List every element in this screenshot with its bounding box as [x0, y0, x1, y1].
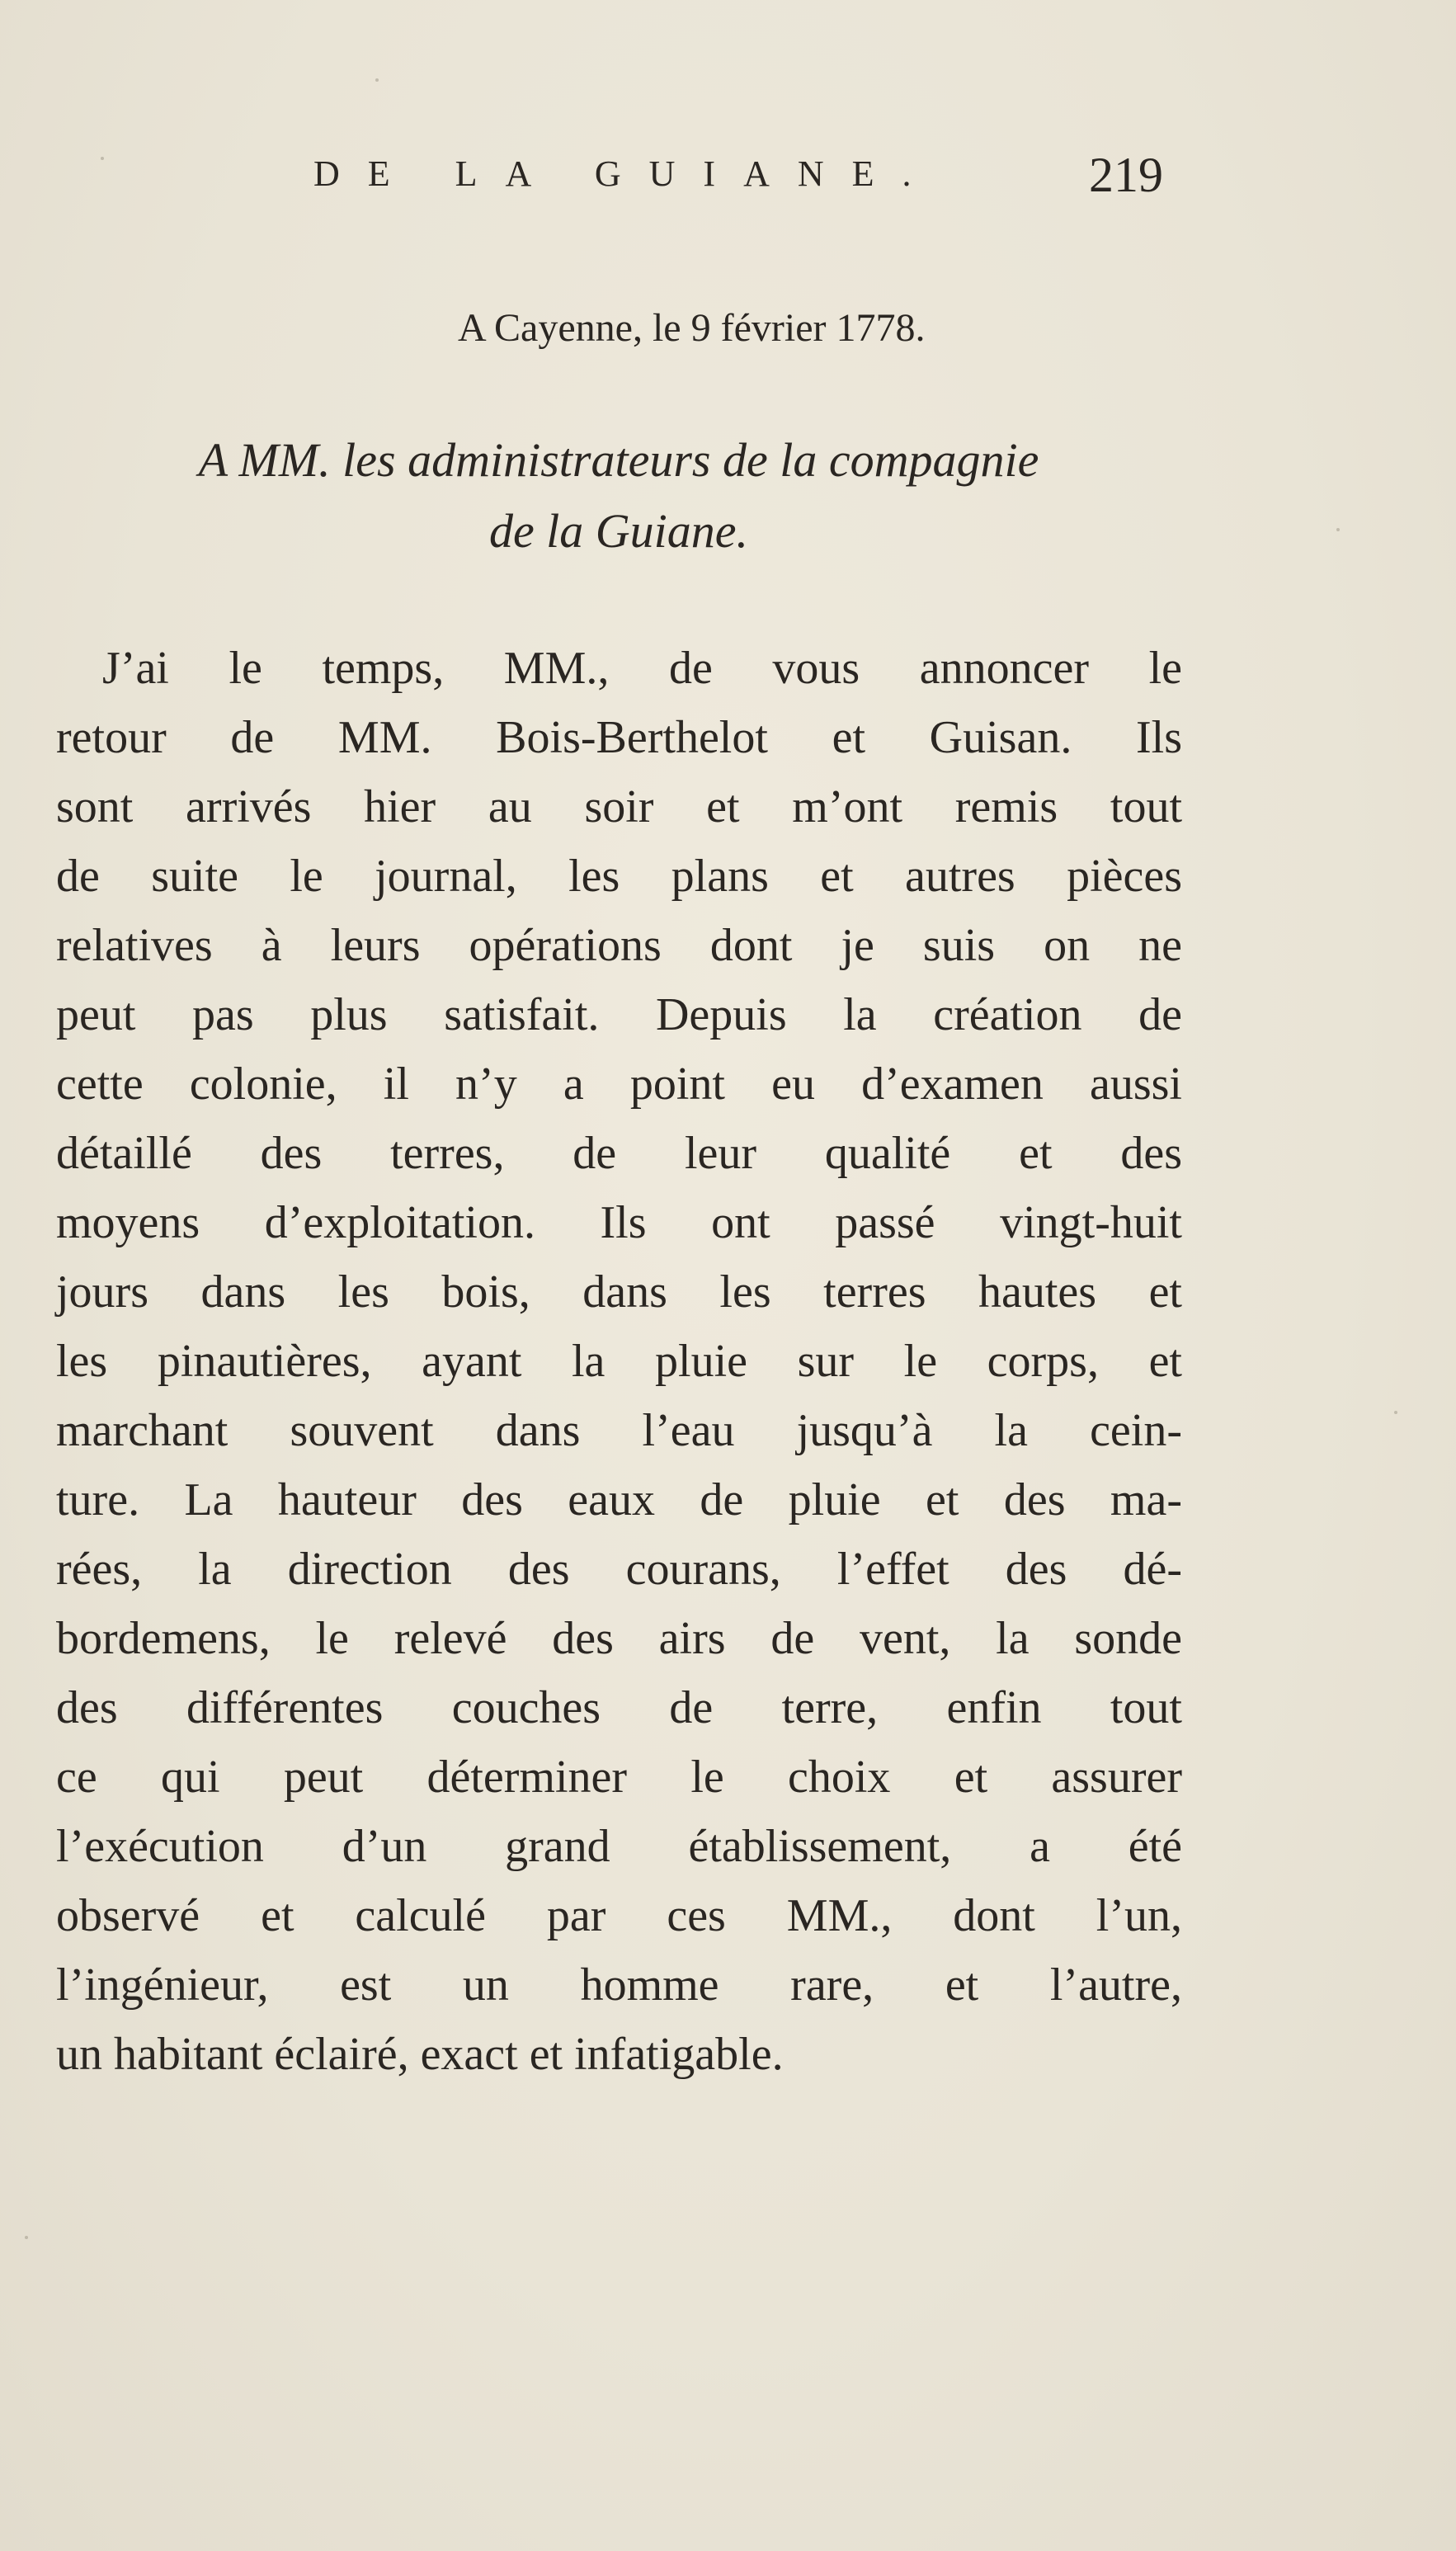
body-line: moyens d’exploitation. Ils ont passé vingt-huit [56, 1197, 1182, 1248]
paper-speck [25, 2236, 28, 2239]
body-line: jours dans les bois, dans les terres hautes et [56, 1266, 1182, 1318]
letter-dateline: A Cayenne, le 9 février 1778. [458, 306, 926, 350]
body-line: un habitant éclairé, exact et infatigable. [56, 2029, 784, 2080]
body-line: les pinautières, ayant la pluie sur le corps, et [56, 1336, 1182, 1387]
body-line: ce qui peut déterminer le choix et assurer [56, 1752, 1182, 1803]
body-line: rées, la direction des courans, l’effet des dé- [56, 1544, 1182, 1595]
body-line: ture. La hauteur des eaux de pluie et des ma- [56, 1474, 1182, 1525]
paper-speck [1336, 528, 1340, 531]
running-title: DE LA GUIANE. [313, 153, 940, 194]
body-line: cette colonie, il n’y a point eu d’examen aussi [56, 1059, 1182, 1110]
letter-body [56, 634, 1182, 2089]
paper-speck [1394, 1411, 1397, 1414]
page-number: 219 [1089, 148, 1163, 202]
salutation-line-2: de la Guiane. [488, 504, 749, 558]
body-line: des différentes couches de terre, enfin tout [56, 1682, 1182, 1733]
body-line: l’exécution d’un grand établissement, a été [56, 1821, 1182, 1872]
body-line: peut pas plus satisfait. Depuis la création de [56, 989, 1182, 1040]
body-line: relatives à leurs opérations dont je suis on ne [56, 920, 1182, 971]
body-line: J’ai le temps, MM., de vous annoncer le [102, 643, 1182, 694]
body-line: observé et calculé par ces MM., dont l’un, [56, 1890, 1182, 1941]
body-line: marchant souvent dans l’eau jusqu’à la cein- [56, 1405, 1182, 1456]
body-line: détaillé des terres, de leur qualité et des [56, 1128, 1182, 1179]
body-line: retour de MM. Bois-Berthelot et Guisan. Ils [56, 712, 1182, 763]
body-line: bordemens, le relevé des airs de vent, la sonde [56, 1613, 1182, 1664]
letter-salutation [54, 425, 1184, 567]
paper-speck [101, 157, 104, 160]
body-line: sont arrivés hier au soir et m’ont remis tout [56, 781, 1182, 832]
paper-speck [375, 78, 379, 82]
body-line: de suite le journal, les plans et autres pièces [56, 851, 1182, 902]
salutation-line-1: A MM. les administrateurs de la compagnie [198, 433, 1039, 487]
body-line: l’ingénieur, est un homme rare, et l’autre, [56, 1959, 1182, 2011]
